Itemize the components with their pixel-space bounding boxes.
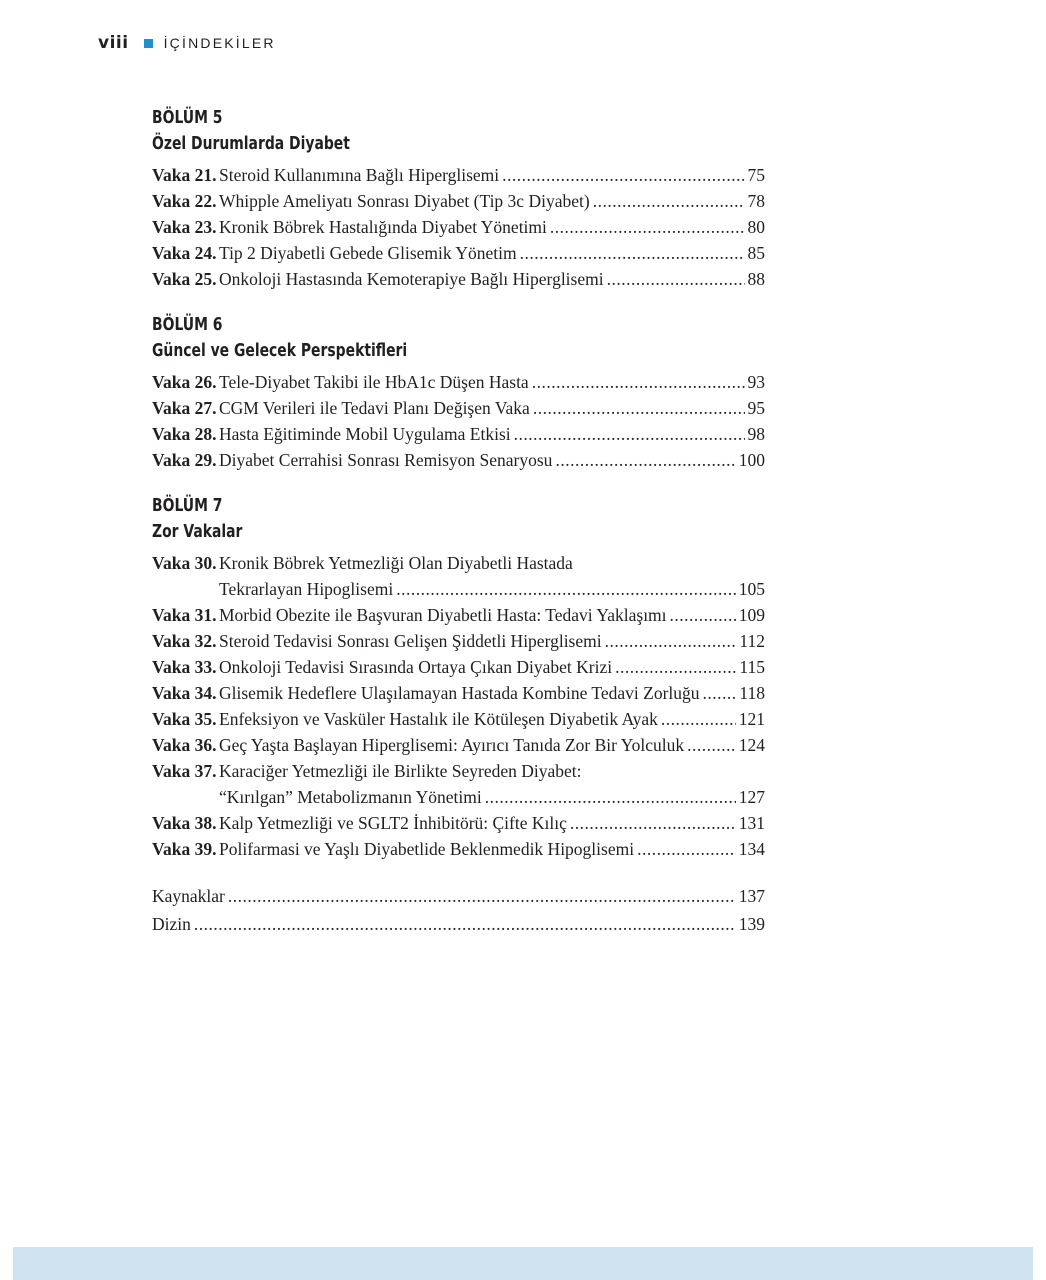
- dot-leader: [607, 266, 745, 292]
- toc-entry[interactable]: [152, 266, 765, 292]
- toc-entry[interactable]: [152, 836, 765, 862]
- dot-leader: [661, 706, 736, 732]
- chapter-label: BÖLÜM 7: [152, 495, 223, 516]
- chapter-label: BÖLÜM 6: [152, 314, 223, 335]
- section-title: İÇİNDEKİLER: [163, 35, 276, 51]
- chapter-7: [152, 493, 765, 862]
- toc-entry-index[interactable]: [152, 910, 765, 938]
- case-number: Vaka 21.: [152, 165, 217, 185]
- toc-entry[interactable]: [152, 758, 765, 810]
- toc-entry[interactable]: [152, 240, 765, 266]
- page-ref: 78: [747, 191, 765, 211]
- case-number: Vaka 24.: [152, 243, 217, 263]
- case-number: Vaka 31.: [152, 605, 217, 625]
- page-ref: 118: [739, 683, 765, 703]
- case-number: Vaka 28.: [152, 424, 217, 444]
- page-ref: 93: [747, 372, 765, 392]
- entry-title: Whipple Ameliyatı Sonrası Diyabet (Tip 3c Diyabet): [219, 191, 590, 211]
- entry-title: Onkoloji Tedavisi Sırasında Ortaya Çıkan Diyabet Krizi: [219, 657, 613, 677]
- page-ref: 139: [738, 914, 765, 934]
- chapter-title: Özel Durumlarda Diyabet: [152, 133, 350, 154]
- table-of-contents: [152, 105, 765, 938]
- page-ref: 95: [747, 398, 765, 418]
- case-number: Vaka 37.: [152, 761, 217, 781]
- case-number: Vaka 32.: [152, 631, 217, 651]
- case-number: Vaka 33.: [152, 657, 217, 677]
- dot-leader: [532, 369, 745, 395]
- case-number: Vaka 30.: [152, 553, 217, 573]
- dot-leader: [570, 810, 736, 836]
- entry-title: Karaciğer Yetmezliği ile Birlikte Seyreden Diyabet:: [219, 761, 582, 781]
- dot-leader: [485, 784, 736, 810]
- dot-leader: [703, 680, 737, 706]
- entry-title: Kalp Yetmezliği ve SGLT2 İnhibitörü: Çifte Kılıç: [219, 813, 567, 833]
- entry-title: Steroid Tedavisi Sonrası Gelişen Şiddetli Hiperglisemi: [219, 631, 602, 651]
- dot-leader: [550, 214, 745, 240]
- page-ref: 80: [747, 217, 765, 237]
- toc-entry[interactable]: [152, 214, 765, 240]
- toc-entry[interactable]: [152, 654, 765, 680]
- dot-leader: [687, 732, 736, 758]
- entry-title: Onkoloji Hastasında Kemoterapiye Bağlı Hiperglisemi: [219, 269, 604, 289]
- dot-leader: [194, 910, 736, 938]
- toc-entry[interactable]: [152, 628, 765, 654]
- toc-entry[interactable]: [152, 810, 765, 836]
- entry-title-continued: “Kırılgan” Metabolizmanın Yönetimi: [219, 787, 482, 807]
- page-ref: 105: [738, 579, 765, 599]
- entry-title: Kronik Böbrek Hastalığında Diyabet Yönetimi: [219, 217, 547, 237]
- entry-title-continued: Tekrarlayan Hipoglisemi: [219, 579, 394, 599]
- dot-leader: [637, 836, 736, 862]
- case-number: Vaka 25.: [152, 269, 217, 289]
- dot-leader: [615, 654, 736, 680]
- entry-title: Morbid Obezite ile Başvuran Diyabetli Hasta: Tedavi Yaklaşımı: [219, 605, 667, 625]
- case-number: Vaka 35.: [152, 709, 217, 729]
- running-head: [98, 33, 276, 53]
- page-ref: 127: [738, 787, 765, 807]
- case-number: Vaka 39.: [152, 839, 217, 859]
- case-number: Vaka 26.: [152, 372, 217, 392]
- case-number: Vaka 29.: [152, 450, 217, 470]
- entry-title: Diyabet Cerrahisi Sonrası Remisyon Senaryosu: [219, 450, 553, 470]
- chapter-title: Güncel ve Gelecek Perspektifleri: [152, 340, 408, 361]
- entry-title: Enfeksiyon ve Vasküler Hastalık ile Kötüleşen Diyabetik Ayak: [219, 709, 658, 729]
- page-ref: 121: [738, 709, 765, 729]
- dot-leader: [593, 188, 745, 214]
- page-ref: 98: [747, 424, 765, 444]
- chapter-5: [152, 105, 765, 292]
- case-number: Vaka 23.: [152, 217, 217, 237]
- case-number: Vaka 22.: [152, 191, 217, 211]
- dot-leader: [605, 628, 737, 654]
- entry-title: Tip 2 Diyabetli Gebede Glisemik Yönetim: [219, 243, 517, 263]
- entry-title: Kronik Böbrek Yetmezliği Olan Diyabetli Hastada: [219, 553, 573, 573]
- entry-title: Hasta Eğitiminde Mobil Uygulama Etkisi: [219, 424, 511, 444]
- toc-entry[interactable]: [152, 162, 765, 188]
- dot-leader: [533, 395, 745, 421]
- page-ref: 137: [738, 886, 765, 906]
- dot-leader: [228, 882, 736, 910]
- toc-entry[interactable]: [152, 421, 765, 447]
- case-number: Vaka 36.: [152, 735, 217, 755]
- toc-entry[interactable]: [152, 680, 765, 706]
- page-ref: 75: [747, 165, 765, 185]
- dot-leader: [555, 447, 735, 473]
- dot-leader: [502, 162, 744, 188]
- chapter-6: [152, 312, 765, 473]
- page-ref: 124: [738, 735, 765, 755]
- page-ref: 100: [738, 450, 765, 470]
- footer-band: [13, 1247, 1033, 1280]
- page-ref: 115: [739, 657, 765, 677]
- toc-entry[interactable]: [152, 447, 765, 473]
- entry-title: Steroid Kullanımına Bağlı Hiperglisemi: [219, 165, 500, 185]
- toc-entry[interactable]: [152, 395, 765, 421]
- toc-entry[interactable]: [152, 369, 765, 395]
- page-ref: 131: [738, 813, 765, 833]
- toc-entry[interactable]: [152, 602, 765, 628]
- chapter-label: BÖLÜM 5: [152, 107, 223, 128]
- entry-title: Polifarmasi ve Yaşlı Diyabetlide Beklenmedik Hipoglisemi: [219, 839, 635, 859]
- entry-title: Dizin: [152, 914, 191, 934]
- toc-entry[interactable]: [152, 732, 765, 758]
- entry-title: Tele-Diyabet Takibi ile HbA1c Düşen Hasta: [219, 372, 529, 392]
- toc-entry[interactable]: [152, 550, 765, 602]
- blue-square-icon: [144, 39, 153, 48]
- dot-leader: [520, 240, 745, 266]
- dot-leader: [514, 421, 745, 447]
- toc-entry[interactable]: [152, 706, 765, 732]
- entry-title: Geç Yaşta Başlayan Hiperglisemi: Ayırıcı Tanıda Zor Bir Yolculuk: [219, 735, 685, 755]
- entry-title: CGM Verileri ile Tedavi Planı Değişen Vaka: [219, 398, 530, 418]
- page-ref: 134: [738, 839, 765, 859]
- page-ref: 88: [747, 269, 765, 289]
- toc-entry[interactable]: [152, 188, 765, 214]
- case-number: Vaka 27.: [152, 398, 217, 418]
- entry-title: Glisemik Hedeflere Ulaşılamayan Hastada Kombine Tedavi Zorluğu: [219, 683, 700, 703]
- page-ref: 85: [747, 243, 765, 263]
- dot-leader: [670, 602, 736, 628]
- page-ref: 112: [739, 631, 765, 651]
- chapter-title: Zor Vakalar: [152, 521, 243, 542]
- page-ref: 109: [738, 605, 765, 625]
- page-number: viii: [98, 33, 129, 53]
- back-matter: [152, 882, 765, 938]
- case-number: Vaka 38.: [152, 813, 217, 833]
- entry-title: Kaynaklar: [152, 886, 225, 906]
- case-number: Vaka 34.: [152, 683, 217, 703]
- toc-entry-references[interactable]: [152, 882, 765, 910]
- dot-leader: [396, 576, 736, 602]
